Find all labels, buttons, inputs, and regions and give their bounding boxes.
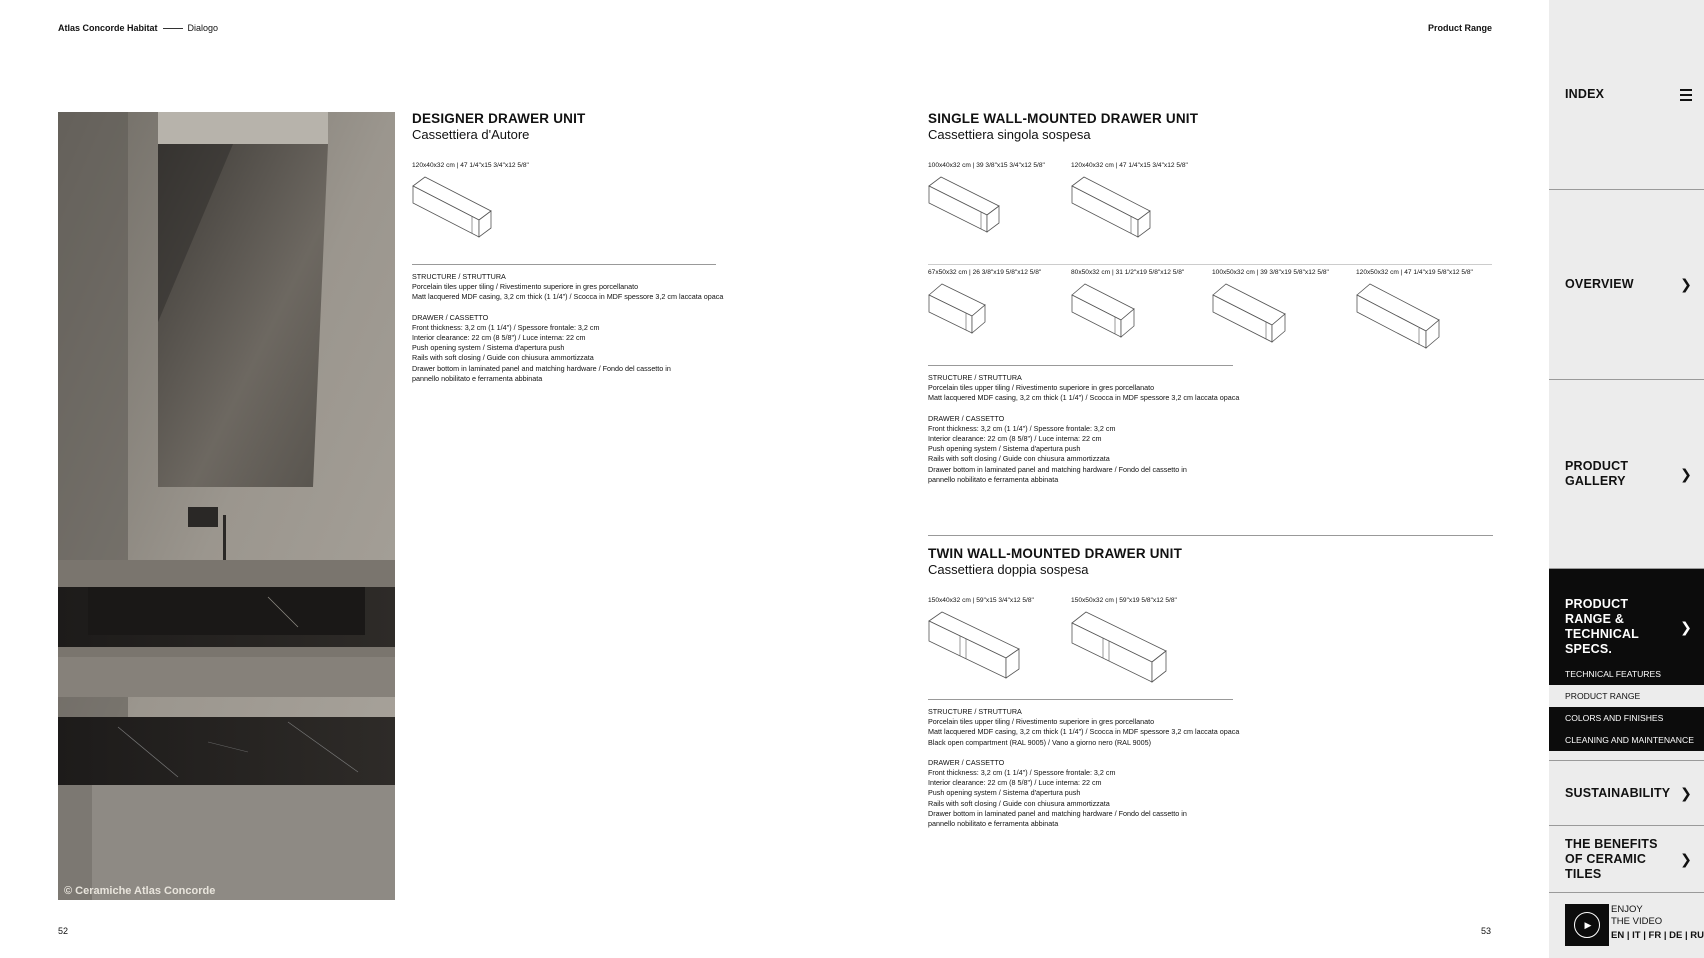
size-label: 120x40x32 cm | 47 1/4"x15 3/4"x12 5/8" [412,162,529,169]
twin-drawer-drawing [928,611,1020,681]
spec-line: Push opening system / Sistema d'apertura push [928,788,1081,798]
spec-line: Porcelain tiles upper tiling / Rivestimento superiore in gres porcellanato [412,282,639,292]
spec-line: Push opening system / Sistema d'apertura push [928,444,1081,454]
size-label: 80x50x32 cm | 31 1/2"x19 5/8"x12 5/8" [1071,269,1185,276]
drawer-drawing [928,283,986,335]
subnav-product-range[interactable]: PRODUCT RANGE [1549,685,1704,707]
drawer-drawing [1212,283,1286,345]
nav-overview-label: OVERVIEW [1565,277,1634,291]
nav-index-label: INDEX [1565,87,1605,101]
nav-gallery-label: PRODUCT GALLERY [1565,459,1629,488]
structure-heading: STRUCTURE / STRUTTURA [412,272,506,281]
size-label: 100x40x32 cm | 39 3/8"x15 3/4"x12 5/8" [928,162,1045,169]
spec-line: Rails with soft closing / Guide con chiusura ammortizzata [928,454,1110,464]
nav-benefits[interactable] [1549,826,1704,893]
twin-subtitle: Cassettiera doppia sospesa [928,562,1089,577]
spec-line: pannello nobilitato e ferramenta abbinata [928,474,1059,484]
single-specs [928,373,1239,485]
subnav-technical-features[interactable]: TECHNICAL FEATURES [1549,663,1704,685]
twin-title: TWIN WALL-MOUNTED DRAWER UNIT [928,546,1183,561]
product-photo [58,112,395,900]
twin-specs [928,707,1239,829]
size-label: 150x50x32 cm | 59"x19 5/8"x12 5/8" [1071,597,1177,604]
designer-specs [412,272,723,384]
single-title: SINGLE WALL-MOUNTED DRAWER UNIT [928,111,1199,126]
video-line-2: THE VIDEO [1611,916,1663,927]
designer-title: DESIGNER DRAWER UNIT [412,111,586,126]
drawer-heading: DRAWER / CASSETTO [928,757,1005,767]
nav-overview[interactable] [1549,190,1704,380]
navigation-sidebar [1549,0,1704,958]
subnav-colors-finishes[interactable]: COLORS AND FINISHES [1549,707,1704,729]
chevron-right-icon: ❯ [1680,465,1692,482]
spec-line: Rails with soft closing / Guide con chiusura ammortizzata [412,353,594,363]
nav-range-label: PRODUCT RANGE & TECHNICAL SPECS. [1565,597,1639,656]
spec-line: pannello nobilitato e ferramenta abbinata [412,373,543,383]
single-subtitle: Cassettiera singola sospesa [928,127,1091,142]
spec-line: Front thickness: 3,2 cm (1 1/4") / Spessore frontale: 3,2 cm [412,322,600,332]
drawer-drawing [928,176,1000,234]
language-selector[interactable]: EN | IT | FR | DE | RU [1611,930,1704,941]
spec-line: Drawer bottom in laminated panel and matching hardware / Fondo del cassetto in [928,808,1187,818]
chevron-right-icon: ❯ [1680,276,1692,292]
drawer-drawing [1071,176,1151,240]
divider [412,264,716,265]
twin-heading [928,546,1182,577]
video-text [1611,904,1704,946]
spec-line: Matt lacquered MDF casing, 3,2 cm thick (1 1/4") / Scocca in MDF spessore 3,2 cm laccata opaca [412,292,724,302]
divider [928,699,1233,700]
spec-line: Rails with soft closing / Guide con chiusura ammortizzata [928,798,1110,808]
nav-sustainability-label: SUSTAINABILITY [1565,785,1671,800]
subnav-cleaning-maintenance[interactable]: CLEANING AND MAINTENANCE [1549,729,1704,751]
size-label: 150x40x32 cm | 59"x15 3/4"x12 5/8" [928,597,1034,604]
chevron-right-icon: ❯ [1680,850,1692,867]
play-button[interactable] [1565,904,1609,946]
header-rule [163,28,183,29]
spec-line: Black open compartment (RAL 9005) / Vano a giorno nero (RAL 9005) [928,737,1152,747]
brand-name: Atlas Concorde Habitat [58,23,158,33]
structure-heading: STRUCTURE / STRUTTURA [928,707,1022,716]
running-header [58,23,218,33]
spec-line: Matt lacquered MDF casing, 3,2 cm thick (1 1/4") / Scocca in MDF spessore 3,2 cm laccata opaca [928,727,1240,737]
video-line-1: ENJOY [1611,904,1643,915]
photo-credit: © Ceramiche Atlas Concorde [64,885,216,897]
nav-sustainability[interactable] [1549,760,1704,826]
divider [928,365,1233,366]
structure-heading: STRUCTURE / STRUTTURA [928,373,1022,382]
drawer-heading: DRAWER / CASSETTO [928,413,1005,423]
spec-line: Drawer bottom in laminated panel and matching hardware / Fondo del cassetto in [928,464,1187,474]
nav-index[interactable] [1549,0,1704,190]
spec-line: Matt lacquered MDF casing, 3,2 cm thick (1 1/4") / Scocca in MDF spessore 3,2 cm laccata opaca [928,393,1240,403]
drawer-heading: DRAWER / CASSETTO [412,312,489,322]
spec-line: Push opening system / Sistema d'apertura push [412,343,565,353]
chevron-right-icon: ❯ [1680,618,1692,635]
drawer-drawing [1071,283,1135,339]
collection-name: Dialogo [187,23,219,33]
divider [928,264,1492,265]
drawer-drawing [1356,283,1440,351]
designer-heading [412,111,586,142]
bathroom-illustration [58,112,395,900]
spec-line: Drawer bottom in laminated panel and matching hardware / Fondo del cassetto in [412,363,671,373]
nav-benefits-label: THE BENEFITS OF CERAMIC TILES [1565,836,1658,881]
video-link[interactable] [1565,904,1704,946]
spec-line: Interior clearance: 22 cm (8 5/8") / Luce interna: 22 cm [412,333,586,343]
spec-line: Interior clearance: 22 cm (8 5/8") / Luce interna: 22 cm [928,434,1102,444]
divider [928,535,1493,536]
size-label: 120x50x32 cm | 47 1/4"x19 5/8"x12 5/8" [1356,269,1473,276]
drawer-drawing [412,176,492,240]
spec-line: Front thickness: 3,2 cm (1 1/4") / Spessore frontale: 3,2 cm [928,423,1116,433]
spec-line: Porcelain tiles upper tiling / Rivestimento superiore in gres porcellanato [928,717,1155,727]
menu-icon [1680,89,1692,101]
spec-line: Front thickness: 3,2 cm (1 1/4") / Spessore frontale: 3,2 cm [928,768,1116,778]
section-label: Product Range [1427,23,1492,33]
spec-line: pannello nobilitato e ferramenta abbinata [928,819,1059,829]
page-number-left: 52 [58,926,69,936]
designer-subtitle: Cassettiera d'Autore [412,127,530,142]
size-label: 67x50x32 cm | 26 3/8"x19 5/8"x12 5/8" [928,269,1042,276]
twin-drawer-drawing [1071,611,1167,685]
nav-product-gallery[interactable] [1549,380,1704,569]
play-icon: ▶ [1574,912,1600,938]
page-number-right: 53 [1481,926,1492,936]
spec-line: Porcelain tiles upper tiling / Rivestimento superiore in gres porcellanato [928,383,1155,393]
chevron-right-icon: ❯ [1680,784,1692,801]
spec-line: Interior clearance: 22 cm (8 5/8") / Luce interna: 22 cm [928,778,1102,788]
size-label: 100x50x32 cm | 39 3/8"x19 5/8"x12 5/8" [1212,269,1329,276]
single-heading [928,111,1198,142]
size-label: 120x40x32 cm | 47 1/4"x15 3/4"x12 5/8" [1071,162,1188,169]
